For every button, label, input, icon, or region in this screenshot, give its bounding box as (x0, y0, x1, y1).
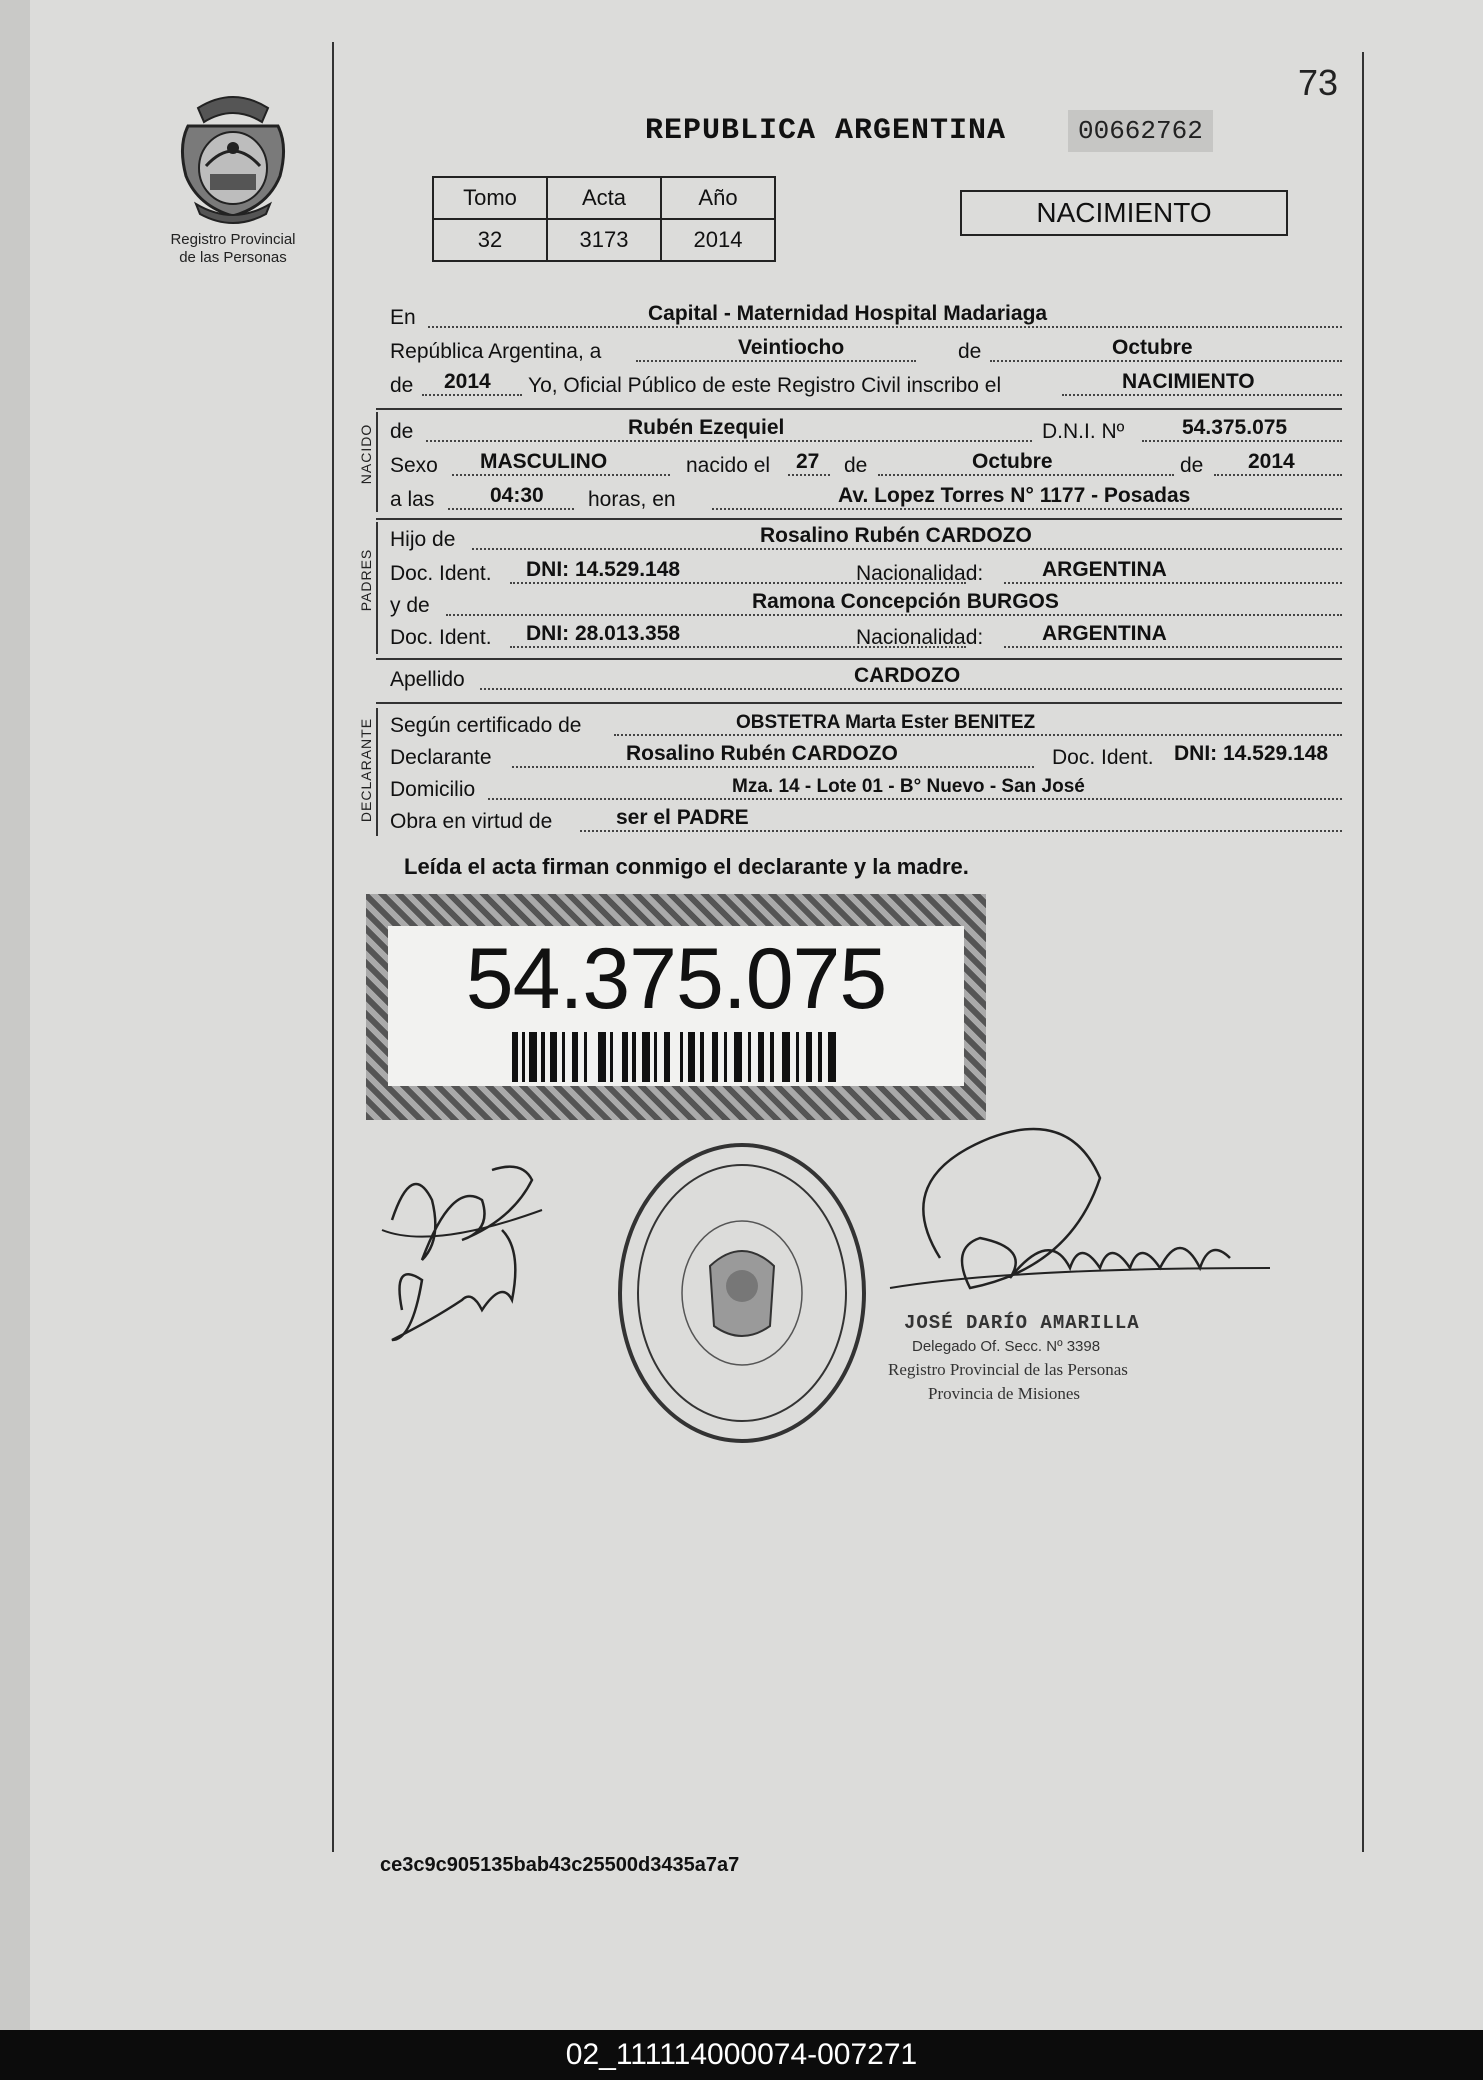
value-hora: 04:30 (490, 484, 544, 507)
registry-value-row (433, 219, 775, 261)
value-apellido: CARDOZO (854, 664, 961, 687)
label-domicilio: Domicilio (390, 778, 476, 801)
label-en: En (390, 306, 416, 329)
value-mes-nac: Octubre (972, 450, 1053, 473)
label-de-mes: de (844, 454, 868, 477)
value-dia-nac: 27 (796, 450, 820, 473)
closing-note: Leída el acta firman conmigo el declarante y la madre. (404, 854, 969, 879)
section-nacido-label: NACIDO (358, 423, 374, 485)
coat-of-arms-icon (158, 86, 308, 226)
label-horas-en: horas, en (588, 488, 676, 511)
value-anio-nac: 2014 (1248, 450, 1295, 473)
document-title: REPUBLICA ARGENTINA (645, 114, 1007, 148)
dni-label-box (366, 894, 986, 1120)
acta-value: 3173 (547, 219, 661, 261)
label-nac-padre: Nacionalidad: (856, 562, 984, 585)
scan-footer-id: 02_111114000074-007271 (0, 2030, 1483, 2080)
official-role: Delegado Of. Secc. Nº 3398 (912, 1338, 1101, 1355)
acta-header: Acta (547, 177, 661, 219)
label-de-nombre: de (390, 420, 414, 443)
label-nacido-el: nacido el (686, 454, 771, 477)
document-hash: ce3c9c905135bab43c25500d3435a7a7 (380, 1854, 740, 1876)
value-anio: 2014 (444, 370, 491, 393)
label-de-anio: de (1180, 454, 1204, 477)
registry-header-row (433, 177, 775, 219)
value-madre-nac: ARGENTINA (1042, 622, 1167, 645)
value-padre: Rosalino Rubén CARDOZO (760, 524, 1032, 547)
record-type-box: NACIMIENTO (960, 190, 1288, 236)
value-nombre: Rubén Ezequiel (628, 416, 785, 439)
label-hijo-de: Hijo de (390, 528, 456, 551)
tomo-value: 32 (433, 219, 547, 261)
logo-caption-2: de las Personas (179, 249, 287, 266)
label-a-las: a las (390, 488, 435, 511)
section-padres-label: PADRES (358, 548, 374, 612)
dni-label-number: 54.375.075 (465, 931, 887, 1027)
label-sexo: Sexo (390, 454, 438, 477)
scan-edge (0, 0, 30, 2030)
left-margin-line (332, 42, 334, 1852)
label-republica: República Argentina, a (390, 340, 602, 363)
value-lugar-nac: Av. Lopez Torres N° 1177 - Posadas (838, 484, 1191, 507)
row-republica (390, 334, 1342, 366)
serial-number: 00662762 (1068, 110, 1213, 152)
value-madre-doc: DNI: 28.013.358 (526, 622, 681, 645)
tomo-header: Tomo (433, 177, 547, 219)
logo-seal-text (158, 86, 159, 87)
section-declarante-label: DECLARANTE (358, 717, 374, 823)
page-number: 73 (1298, 62, 1339, 103)
value-inscribe: NACIMIENTO (1122, 370, 1255, 393)
label-y-de: y de (390, 594, 430, 617)
row-apellido (390, 662, 1342, 694)
value-lugar-acta: Capital - Maternidad Hospital Madariaga (648, 302, 1048, 325)
row-certificado (390, 708, 1342, 740)
label-declarante: Declarante (390, 746, 492, 769)
label-de: de (958, 340, 982, 363)
declarant-signature-icon (372, 1140, 552, 1360)
right-margin-line (1362, 52, 1364, 1852)
value-mes: Octubre (1112, 336, 1193, 359)
anio-value: 2014 (661, 219, 775, 261)
label-doc-declarante: Doc. Ident. (1052, 746, 1154, 769)
row-obra (390, 804, 1342, 836)
official-signature-icon (830, 1118, 1280, 1338)
row-hora (390, 482, 1342, 514)
label-doc-padre: Doc. Ident. (390, 562, 492, 585)
label-dni: D.N.I. Nº (1042, 420, 1125, 443)
official-province: Provincia de Misiones (928, 1384, 1081, 1403)
value-padre-nac: ARGENTINA (1042, 558, 1167, 581)
stamp-ring-text (0, 0, 1, 1)
row-declarante (390, 740, 1342, 772)
value-doc-declarante: DNI: 14.529.148 (1174, 742, 1329, 765)
label-de-2: de (390, 374, 414, 397)
label-doc-madre: Doc. Ident. (390, 626, 492, 649)
row-nombre (390, 414, 1342, 446)
anio-header: Año (661, 177, 775, 219)
label-certificado: Según certificado de (390, 714, 582, 737)
barcode-icon (512, 1032, 842, 1082)
official-name: JOSÉ DARÍO AMARILLA (904, 1312, 1140, 1334)
value-dia: Veintiocho (738, 336, 845, 359)
row-oficial (390, 368, 1342, 400)
value-declarante: Rosalino Rubén CARDOZO (626, 742, 898, 765)
logo-caption-1: Registro Provincial (170, 231, 296, 248)
province-logo (158, 86, 308, 267)
label-obra: Obra en virtud de (390, 810, 553, 833)
value-sexo: MASCULINO (480, 450, 608, 473)
official-office: Registro Provincial de las Personas (888, 1360, 1128, 1379)
row-en (390, 300, 1342, 332)
label-oficial: Yo, Oficial Público de este Registro Civil inscribo el (528, 374, 1002, 397)
row-madre-doc (390, 620, 1342, 652)
label-nac-madre: Nacionalidad: (856, 626, 984, 649)
registry-table (432, 176, 776, 262)
row-padre-doc (390, 556, 1342, 588)
label-apellido: Apellido (390, 668, 465, 691)
row-padre (390, 522, 1342, 554)
row-domicilio (390, 772, 1342, 804)
row-sexo (390, 448, 1342, 480)
value-madre: Ramona Concepción BURGOS (752, 590, 1059, 613)
value-obra: ser el PADRE (616, 806, 749, 829)
value-dni: 54.375.075 (1182, 416, 1288, 439)
value-certificado: OBSTETRA Marta Ester BENITEZ (736, 712, 1036, 733)
value-domicilio: Mza. 14 - Lote 01 - B° Nuevo - San José (732, 776, 1085, 797)
row-madre (390, 588, 1342, 620)
value-padre-doc: DNI: 14.529.148 (526, 558, 681, 581)
